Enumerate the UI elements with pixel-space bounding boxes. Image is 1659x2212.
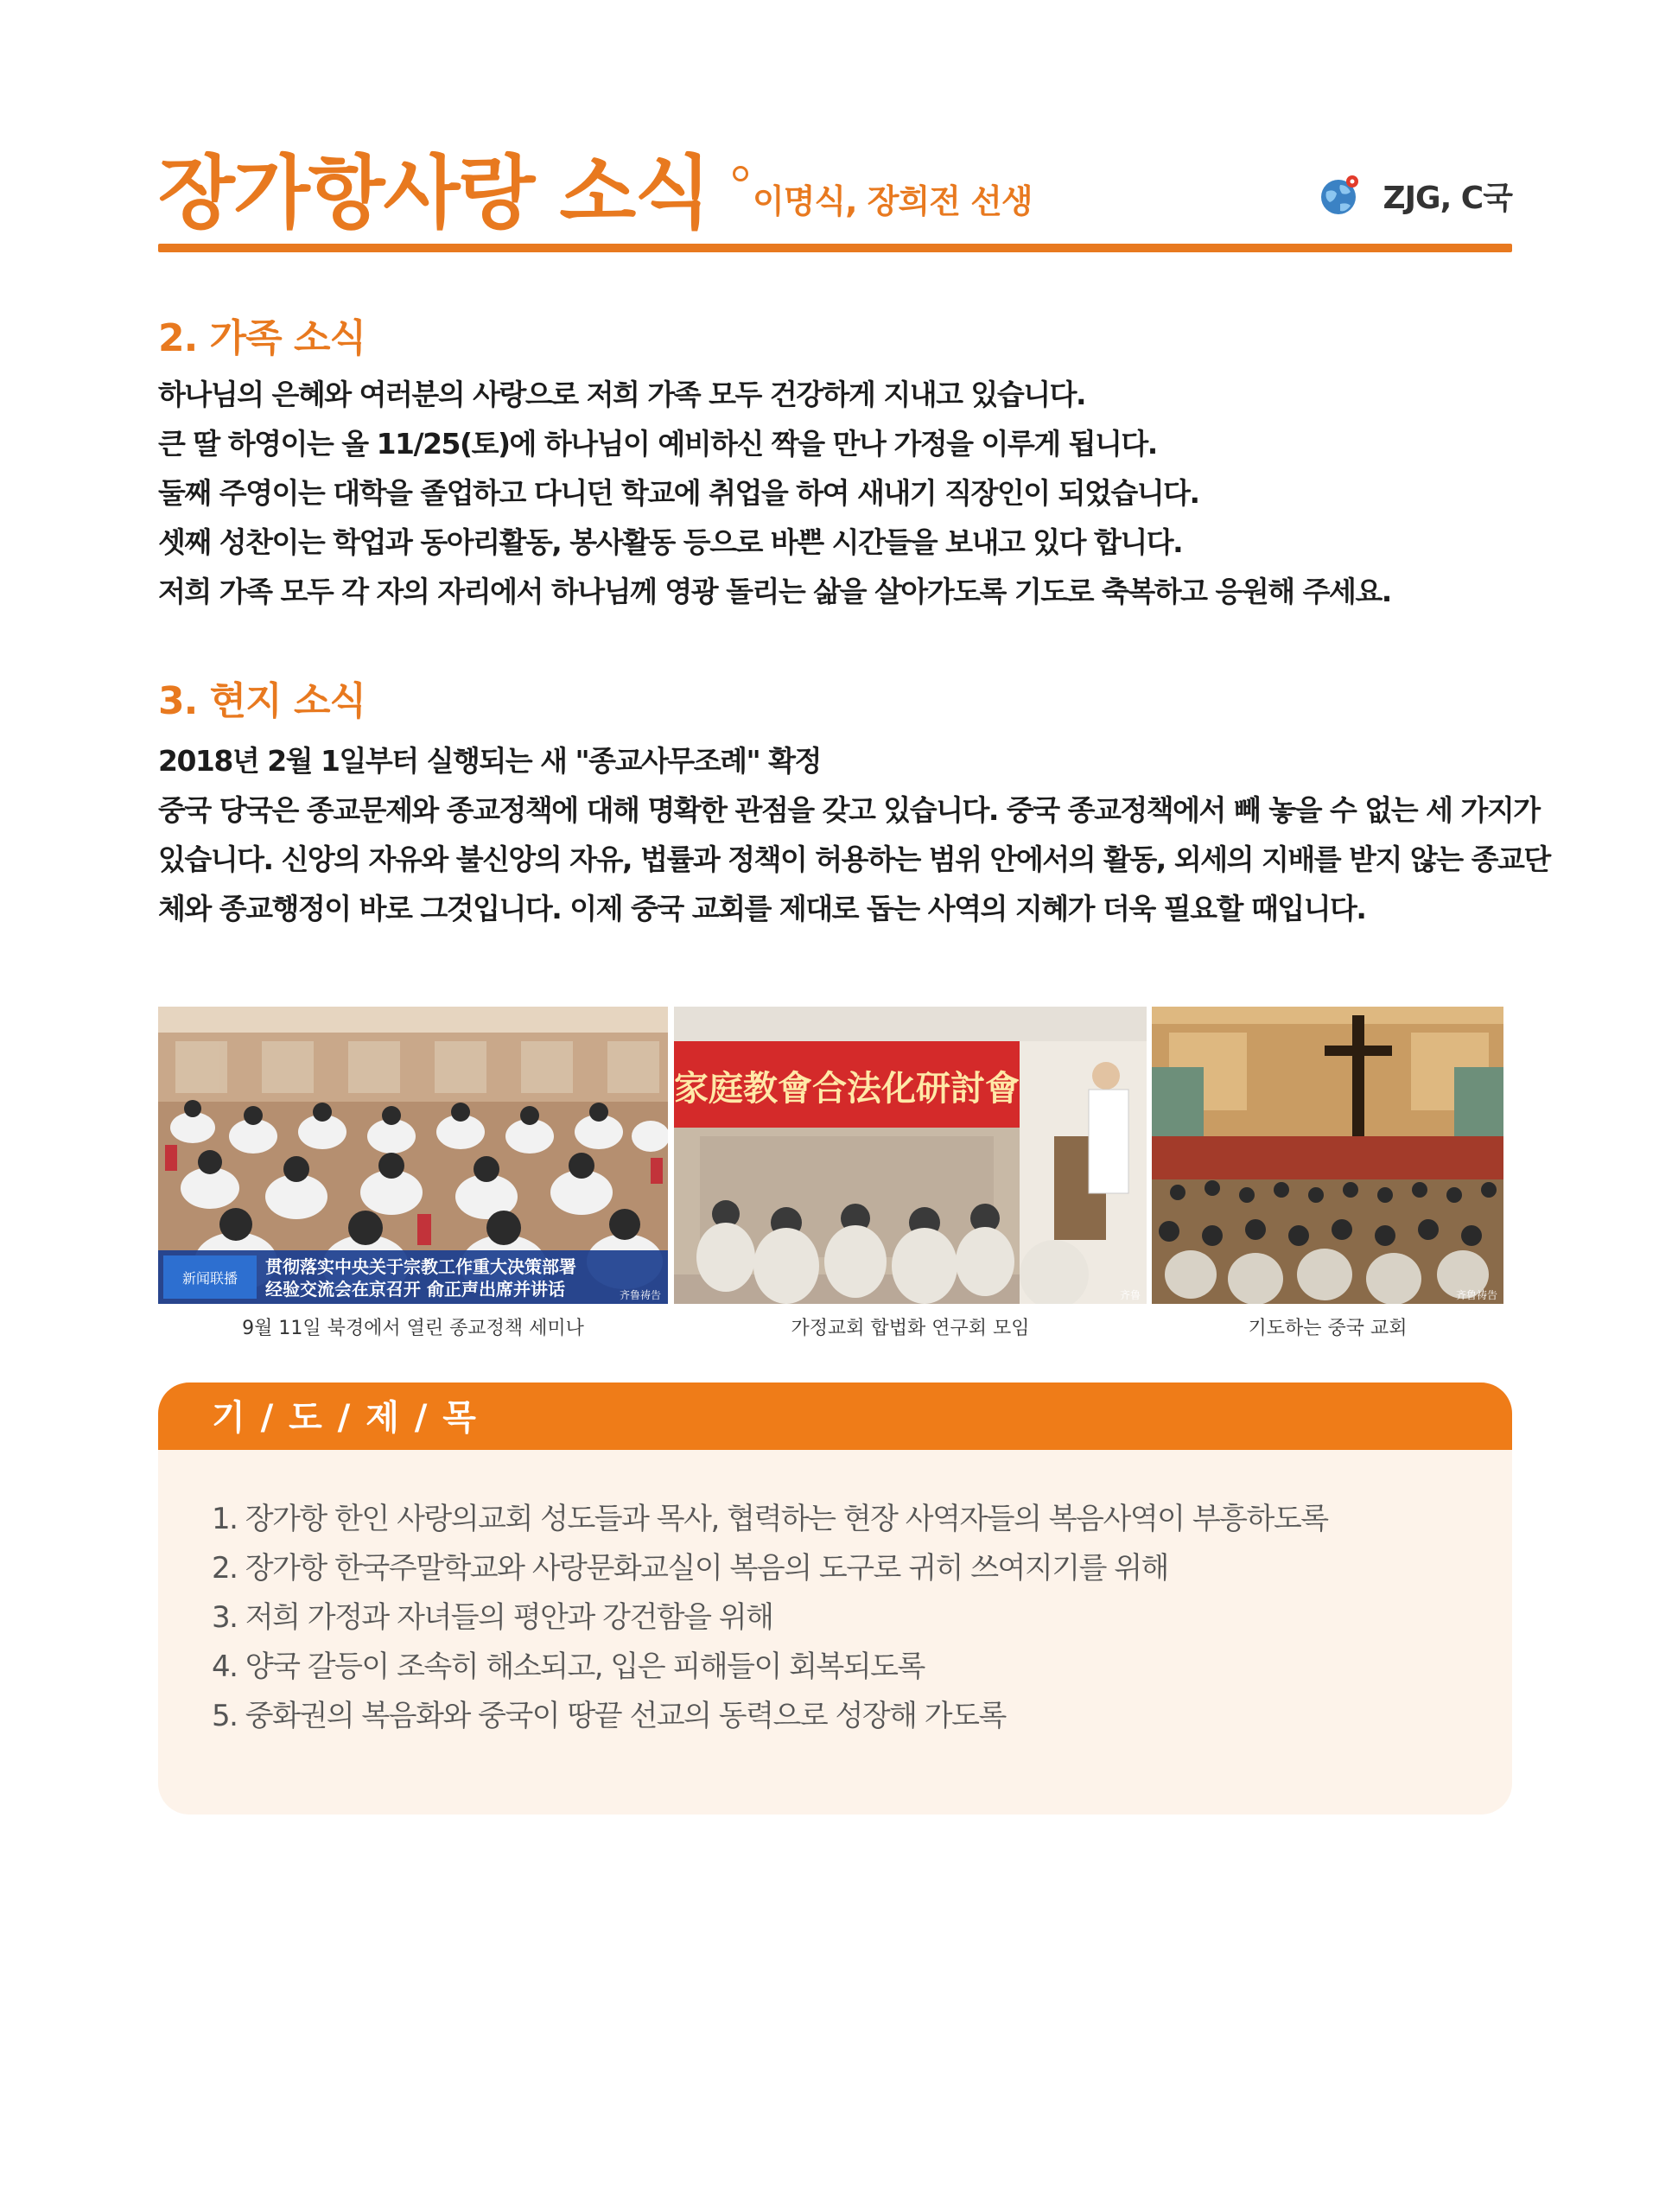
local-news-subheading: 2018년 2월 1일부터 실행되는 새 "종교사무조례" 확정 [158,744,821,778]
seminar-caption: 9월 11일 북경에서 열린 종교정책 세미나 [242,1318,584,1339]
family-news-body [158,370,1532,616]
prayer-item: 1. 장가항 한인 사랑의교회 성도들과 목사, 협력하는 현장 사역자들의 복음사역이 부흥하도록 [212,1502,1328,1536]
prayer-item: 5. 중화권의 복음화와 중국이 땅끝 선교의 동력으로 성장해 가도록 [212,1699,1006,1733]
prayer-requests-box [158,1382,1512,1815]
family-line: 하나님의 은혜와 여러분의 사랑으로 저희 가족 모두 건강하게 지내고 있습니다. [158,378,1086,411]
news-overlay-line-1: 贯彻落实中央关于宗教工作重大决策部署 [265,1256,576,1277]
meeting-watermark: 齐鲁 [1119,1289,1141,1301]
location-block [1318,173,1512,218]
praying-church-photo [1152,1007,1503,1304]
seminar-photo [158,1007,668,1304]
family-line: 저희 가족 모두 각 자의 자리에서 하나님께 영광 돌리는 삶을 살아가도록 기도로 축복하고 응원해 주세요. [158,575,1391,608]
seminar-watermark: 齐鲁祷告 [619,1289,661,1301]
location-label: ZJG, C국 [1382,180,1512,216]
news-logo: 新闻联播 [181,1270,238,1287]
header-divider [158,244,1512,252]
local-line: 체와 종교행정이 바로 그것입니다. 이제 중국 교회를 제대로 돕는 사역의 지혜가 더욱 필요할 때입니다. [158,892,1366,925]
globe-pin-icon [1318,173,1363,218]
prayer-item: 3. 저희 가정과 자녀들의 평안과 강건함을 위해 [212,1600,773,1635]
page-title: 장가항사랑 소식 [158,147,710,239]
praying-church-caption: 기도하는 중국 교회 [1248,1318,1408,1339]
meeting-banner: 家庭教會合法化研討會 [674,1068,1020,1109]
family-line: 큰 딸 하영이는 올 11/25(토)에 하나님이 예비하신 짝을 만나 가정을 이루게 됩니다. [158,427,1157,461]
prayer-requests-title: 기 / 도 / 제 / 목 [158,1382,1512,1450]
praying-watermark: 齐鲁祷告 [1455,1289,1497,1301]
local-line: 있습니다. 신앙의 자유와 불신앙의 자유, 법률과 정책이 허용하는 범위 안에서의 활동, 외세의 지배를 받지 않는 종교단 [158,842,1550,876]
prayer-list [212,1495,1328,1741]
local-news-heading: 3. 현지 소식 [158,679,365,723]
local-line: 중국 당국은 종교문제와 종교정책에 대해 명확한 관점을 갖고 있습니다. 중국 종교정책에서 빼 놓을 수 없는 세 가지가 [158,793,1540,827]
local-news-body [158,736,1550,933]
family-line: 셋째 성찬이는 학업과 동아리활동, 봉사활동 등으로 바쁜 시간들을 보내고 있다 합니다. [158,525,1183,559]
author-subtitle: 이명식, 장희전 선생 [753,182,1033,220]
house-church-photo [674,1007,1147,1304]
news-overlay-line-2: 经验交流会在京召开 俞正声出席并讲话 [265,1279,565,1300]
house-church-caption: 가정교회 합법화 연구회 모임 [791,1318,1030,1339]
family-line: 둘째 주영이는 대학을 졸업하고 다니던 학교에 취업을 하여 새내기 직장인이 되었습니다. [158,476,1199,510]
prayer-item: 4. 양국 갈등이 조속히 해소되고, 입은 피해들이 회복되도록 [212,1649,925,1684]
page-header [158,130,1512,251]
prayer-item: 2. 장가항 한국주말학교와 사랑문화교실이 복음의 도구로 귀히 쓰여지기를 위해 [212,1551,1168,1586]
subtitle-bullet [733,166,748,181]
family-news-heading: 2. 가족 소식 [158,316,365,360]
